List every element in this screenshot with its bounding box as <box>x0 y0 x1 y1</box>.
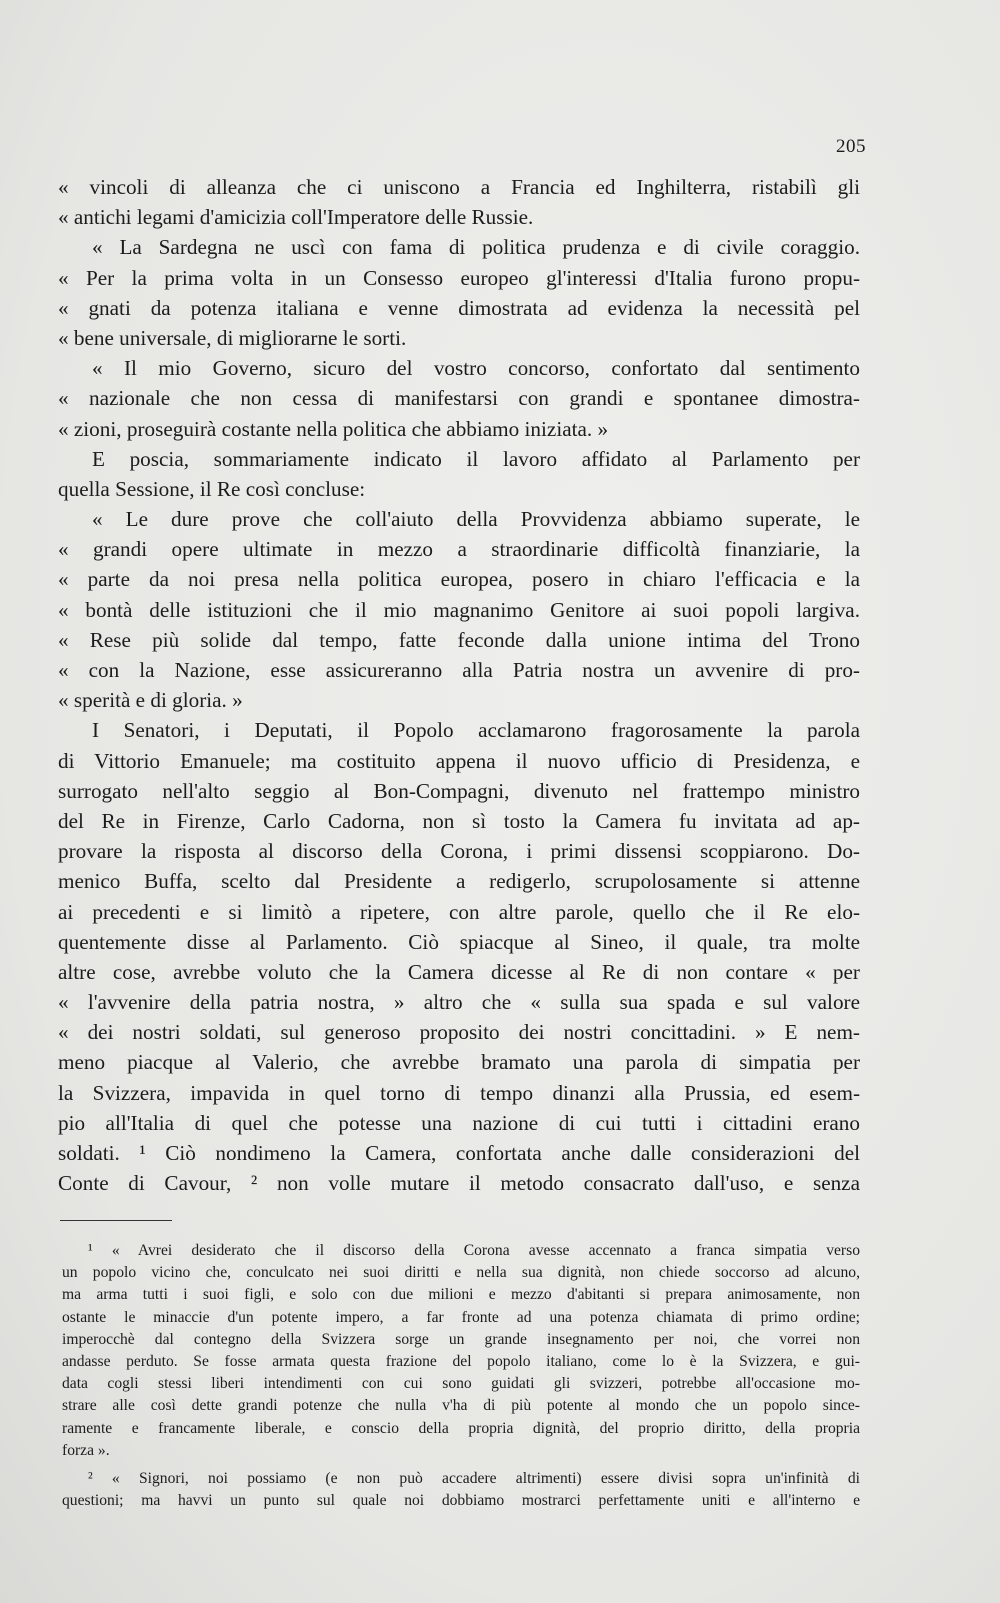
text-line: « vincoli di alleanza che ci uniscono a Francia ed Inghilterra, ristabilì gli <box>58 175 860 199</box>
page-number: 205 <box>836 136 866 157</box>
text-line: Conte di Cavour, ² non volle mutare il metodo consacrato dall'uso, e senza <box>58 1171 860 1196</box>
footnotes <box>62 1240 860 1512</box>
text-line: ai precedenti e si limitò a ripetere, con altre parole, quello che il Re elo- <box>58 899 860 924</box>
text-line: « Le dure prove che coll'aiuto della Provvidenza abbiamo superate, le <box>92 507 860 532</box>
text-line: « sperità e di gloria. » <box>58 688 243 713</box>
text-line: di Vittorio Emanuele; ma costituito appena il nuovo ufficio di Presidenza, e <box>58 748 860 773</box>
text-line: pio all'Italia di quel che potesse una nazione di cui tutti i cittadini erano <box>58 1110 860 1135</box>
text-line: « La Sardegna ne uscì con fama di politica prudenza e di civile coraggio. <box>92 235 860 260</box>
text-line: « gnati da potenza italiana e venne dimostrata ad evidenza la necessità pel <box>58 295 860 320</box>
footnote-line: data cogli stessi liberi intendimenti con cui sono guidati gli svizzeri, potrebbe all'occasione mo- <box>62 1375 860 1393</box>
footnote-line: ² « Signori, noi possiamo (e non può accadere altrimenti) essere divisi sopra un'infinità di <box>88 1469 860 1487</box>
footnote-line: imperocchè dal contegno della Svizzera sorge un grande insegnamento per noi, che vorrei non <box>62 1330 860 1348</box>
text-line: altre cose, avrebbe voluto che la Camera dicesse al Re di non contare « per <box>58 959 860 984</box>
footnote-line: ¹ « Avrei desiderato che il discorso della Corona avesse accennato a franca simpatia verso <box>88 1242 860 1259</box>
text-line: la Svizzera, impavida in quel torno di tempo dinanzi alla Prussia, ed esem- <box>58 1080 860 1105</box>
text-line: « parte da noi presa nella politica europea, posero in chiaro l'efficacia e la <box>58 567 860 592</box>
text-line: « Per la prima volta in un Consesso europeo gl'interessi d'Italia furono propu- <box>58 265 860 290</box>
footnote-line: strare alle così dette grandi potenze che nulla v'ha di più potente al mondo che un popolo since- <box>62 1397 860 1415</box>
footnote-line: questioni; ma havvi un punto sul quale noi dobbiamo mostrarci perfettamente uniti e all'interno e <box>62 1492 860 1510</box>
footnote-line: forza ». <box>62 1441 110 1459</box>
text-line: meno piacque al Valerio, che avrebbe bramato una parola di simpatia per <box>58 1050 860 1075</box>
text-line: « antichi legami d'amicizia coll'Imperatore delle Russie. <box>58 205 534 230</box>
footnote-line: ostante le minaccie d'un potente impero, a far fronte ad una potenza chiamata di primo ordine; <box>62 1308 860 1326</box>
footnote-divider <box>60 1220 172 1221</box>
text-line: « dei nostri soldati, sul generoso proposito dei nostri concittadini. » E nem- <box>58 1020 860 1045</box>
text-line: E poscia, sommariamente indicato il lavoro affidato al Parlamento per <box>92 446 860 471</box>
footnote-line: andasse perduto. Se fosse armata questa frazione del popolo italiano, come lo è la Svizzera, e gui- <box>62 1352 860 1370</box>
text-line: « nazionale che non cessa di manifestarsi con grandi e spontanee dimostra- <box>58 386 860 411</box>
text-line: quella Sessione, il Re così concluse: <box>58 476 366 501</box>
footnote-line: ma arma tutti i suoi figli, e solo con due milioni e mezzo d'abitanti si prepara animosamente, non <box>62 1286 860 1304</box>
text-line: menico Buffa, scelto dal Presidente a redigerlo, scrupolosamente si attenne <box>58 869 860 894</box>
text-line: « bene universale, di migliorarne le sorti. <box>58 325 407 350</box>
text-line: « bontà delle istituzioni che il mio magnanimo Genitore ai suoi popoli largiva. <box>58 597 860 622</box>
text-line: « l'avvenire della patria nostra, » altro che « sulla sua spada e sul valore <box>58 990 860 1015</box>
body-text <box>58 172 860 1198</box>
text-line: « zioni, proseguirà costante nella politica che abbiamo iniziata. » <box>58 416 609 441</box>
footnote-line: ramente e francamente liberale, e conscio della propria dignità, del proprio diritto, della propria <box>62 1419 860 1437</box>
text-line: soldati. ¹ Ciò nondimeno la Camera, confortata anche dalle considerazioni del <box>58 1141 860 1165</box>
text-line: « Rese più solide dal tempo, fatte feconde dalla unione intima del Trono <box>58 627 860 652</box>
text-line: surrogato nell'alto seggio al Bon-Compagni, divenuto nel frattempo ministro <box>58 778 860 803</box>
text-line: provare la risposta al discorso della Corona, i primi dissensi scoppiarono. Do- <box>58 839 860 864</box>
footnote-line: un popolo vicino che, conculcato nei suoi diritti e nella sua dignità, non chiede soccorso ad alcuno, <box>62 1264 860 1282</box>
text-line: quentemente disse al Parlamento. Ciò spiacque al Sineo, il quale, tra molte <box>58 929 860 954</box>
text-line: « con la Nazione, esse assicureranno alla Patria nostra un avvenire di pro- <box>58 658 860 682</box>
text-line: « grandi opere ultimate in mezzo a straordinarie difficoltà finanziarie, la <box>58 537 860 562</box>
text-line: del Re in Firenze, Carlo Cadorna, non sì tosto la Camera fu invitata ad ap- <box>58 808 860 833</box>
text-line: I Senatori, i Deputati, il Popolo acclamarono fragorosamente la parola <box>92 718 860 743</box>
text-line: « Il mio Governo, sicuro del vostro concorso, confortato dal sentimento <box>92 356 860 381</box>
